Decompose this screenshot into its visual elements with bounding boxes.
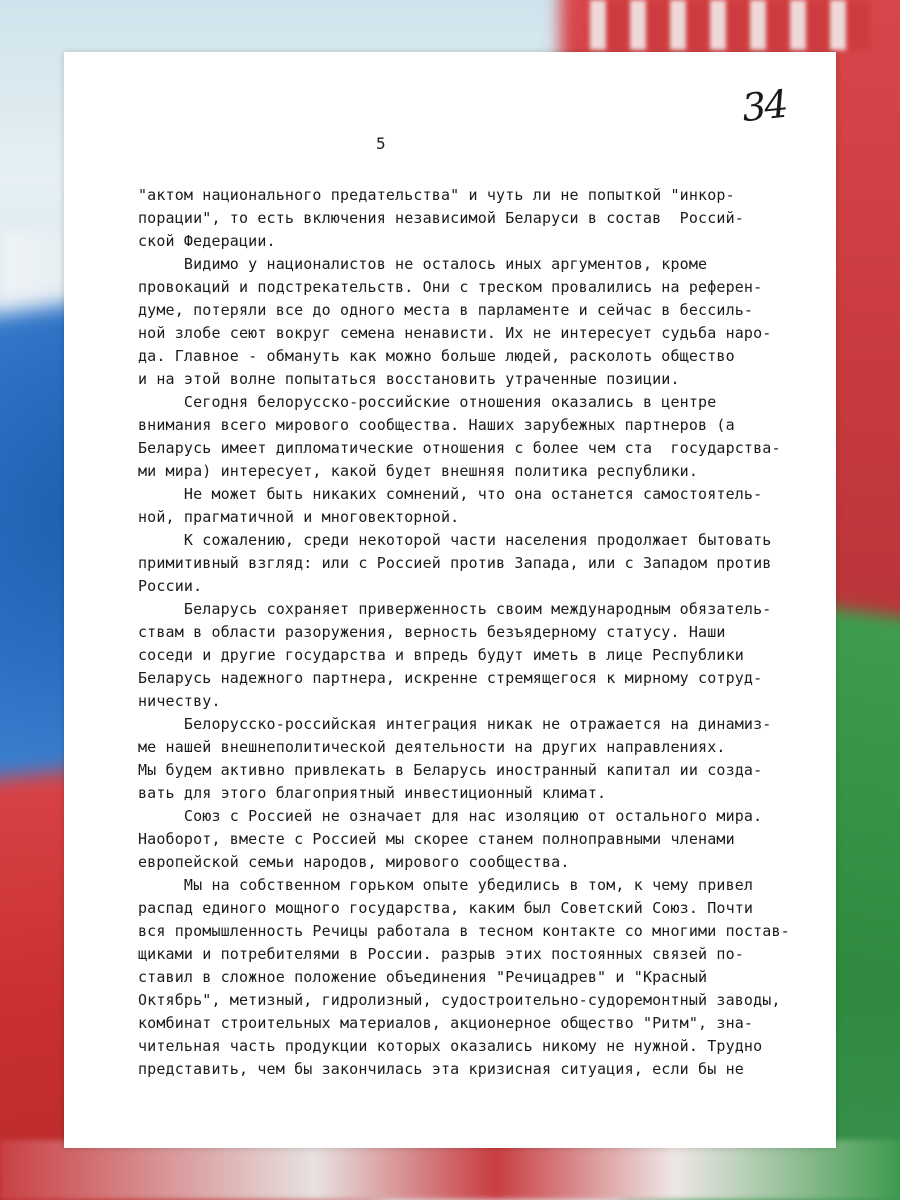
text-line: ми мира) интересует, какой будет внешняя политика республики.: [138, 462, 699, 480]
text-line: щиками и потребителями в России. разрыв этих постоянных связей по-: [138, 945, 744, 963]
text-line: ной, прагматичной и многовекторной.: [138, 508, 460, 526]
text-line: внимания всего мирового сообщества. Наших зарубежных партнеров (а: [138, 416, 735, 434]
page-number: 5: [376, 134, 386, 153]
text-line: ствам в области разоружения, верность безъядерному статусу. Наши: [138, 623, 726, 641]
text-line: Октябрь", метизный, гидролизный, судостроительно-судоремонтный заводы,: [138, 991, 781, 1009]
text-line: Белорусско-российская интеграция никак не отражается на динамиз-: [138, 715, 772, 733]
text-line: Мы на собственном горьком опыте убедились в том, к чему привел: [138, 876, 754, 894]
handwritten-archive-number: 34: [739, 81, 789, 131]
text-line: ной злобе сеют вокруг семена ненависти. Их не интересует судьба наро-: [138, 324, 772, 342]
text-line: Мы будем активно привлекать в Беларусь иностранный капитал ии созда-: [138, 761, 763, 779]
text-line: ставил в сложное положение объединения "Речицадрев" и "Красный: [138, 968, 708, 986]
text-line: ничеству.: [138, 692, 221, 710]
typewritten-body: [138, 184, 820, 1081]
text-line: вся промышленность Речицы работала в тесном контакте со многими постав-: [138, 922, 790, 940]
text-line: ской Федерации.: [138, 232, 276, 250]
text-line: да. Главное - обмануть как можно больше людей, расколоть общество: [138, 347, 735, 365]
flag-ornament-strip: [0, 1140, 900, 1200]
text-line: чительная часть продукции которых оказались никому не нужной. Трудно: [138, 1037, 763, 1055]
text-line: соседи и другие государства и впредь будут иметь в лице Республики: [138, 646, 744, 664]
text-line: Видимо у националистов не осталось иных аргументов, кроме: [138, 255, 708, 273]
text-line: Беларусь сохраняет приверженность своим международным обязатель-: [138, 600, 772, 618]
text-line: К сожалению, среди некоторой части населения продолжает бытовать: [138, 531, 772, 549]
text-line: и на этой волне попытаться восстановить утраченные позиции.: [138, 370, 680, 388]
text-line: комбинат строительных материалов, акционерное общество "Ритм", зна-: [138, 1014, 754, 1032]
text-line: Сегодня белорусско-российские отношения оказались в центре: [138, 393, 717, 411]
text-line: примитивный взгляд: или с Россией против Запада, или с Западом против: [138, 554, 772, 572]
text-line: вать для этого благоприятный инвестиционный климат.: [138, 784, 607, 802]
text-line: распад единого мощного государства, каким был Советский Союз. Почти: [138, 899, 754, 917]
text-line: европейской семьи народов, мирового сообщества.: [138, 853, 570, 871]
text-line: порации", то есть включения независимой Беларуси в состав Россий-: [138, 209, 744, 227]
text-line: представить, чем бы закончилась эта кризисная ситуация, если бы не: [138, 1060, 744, 1078]
document-page: [64, 52, 836, 1148]
text-line: Не может быть никаких сомнений, что она останется самостоятель-: [138, 485, 763, 503]
belarus-flag-ornament: [590, 0, 870, 50]
text-line: ме нашей внешнеполитической деятельности на других направлениях.: [138, 738, 726, 756]
text-line: Союз с Россией не означает для нас изоляцию от остального мира.: [138, 807, 763, 825]
text-line: провокаций и подстрекательств. Они с треском провалились на референ-: [138, 278, 763, 296]
text-line: Наоборот, вместе с Россией мы скорее станем полноправными членами: [138, 830, 735, 848]
text-line: Беларусь надежного партнера, искренне стремящегося к мирному сотруд-: [138, 669, 763, 687]
text-line: России.: [138, 577, 203, 595]
text-line: Беларусь имеет дипломатические отношения с более чем ста государства-: [138, 439, 781, 457]
text-line: "актом национального предательства" и чуть ли не попыткой "инкор-: [138, 186, 735, 204]
text-line: думе, потеряли все до одного места в парламенте и сейчас в бессиль-: [138, 301, 754, 319]
